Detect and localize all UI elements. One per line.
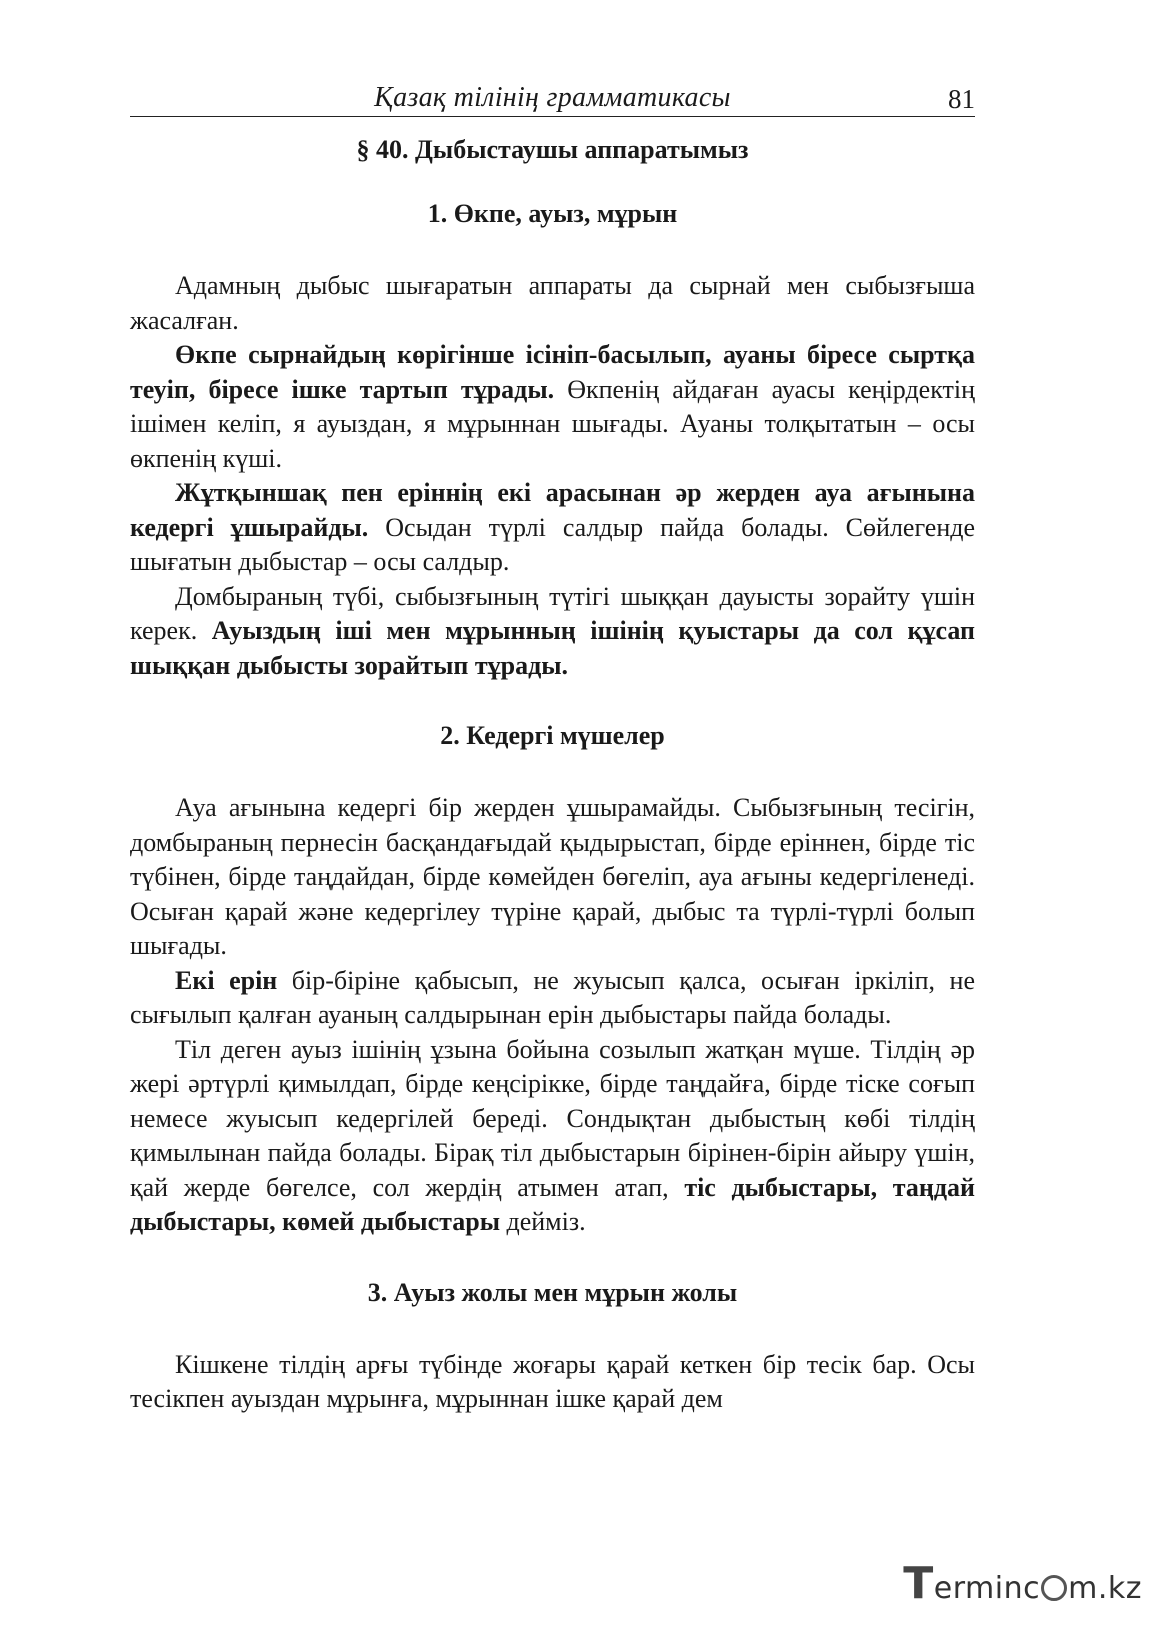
paragraph: [130, 791, 975, 964]
watermark-text-part1: erminc: [933, 1571, 1041, 1606]
subsection-2-title: 2. Кедергі мүшелер: [440, 721, 665, 750]
running-title: Қазақ тілінің грамматикасы: [374, 82, 731, 113]
site-watermark: [903, 1558, 1142, 1609]
paragraph-text: Адамның дыбыс шығаратын аппараты да сырнай мен сыбызғыша жасалған.: [130, 271, 975, 335]
paragraph: [130, 338, 975, 476]
paragraph: [130, 269, 975, 338]
bold-text: тіс дыбыстары, таңдай дыбыстары, көмей дыбыстары: [130, 1172, 975, 1236]
bold-text: Жұтқыншақ пен еріннің екі арасынан әр жерден ауа ағынына кедергі ұшырайды.: [130, 478, 975, 542]
paragraph: [130, 1033, 975, 1240]
bold-text: Ауыздың іші мен мұрынның ішінің қуыстары да сол құсап шыққан дыбысты зорайтып тұрады.: [130, 616, 975, 680]
paragraph: [130, 964, 975, 1033]
watermark-first-letter: T: [903, 1558, 934, 1609]
paragraph-text: Осыдан түрлі салдыр пайда болады. Сөйлегенде шығатын дыбыстар – осы салдыр.: [130, 512, 975, 576]
paragraph-text: дейміз.: [500, 1207, 586, 1236]
paragraph: [130, 476, 975, 580]
paragraph: [130, 1348, 975, 1417]
document-page: [130, 80, 975, 1417]
watermark-text-part2: m.kz: [1068, 1571, 1142, 1606]
paragraph-text: Өкпенің айдаған ауасы кеңірдектің ішімен келіп, я ауыздан, я мұрыннан шығады. Ауаны толқытатын – осы өкпенің күші.: [130, 374, 976, 473]
bold-text: Өкпе сырнайдың көрігінше ісініп-басылып, ауаны біресе сыртқа теуіп, біресе ішке тартып тұрады.: [130, 340, 975, 404]
paragraph-text: Домбыраның түбі, сыбызғының түтігі шыққан дауысты зорайту үшін керек.: [130, 581, 975, 645]
subsection-1-title: 1. Өкпе, ауыз, мұрын: [427, 199, 678, 228]
paragraph-text: Ауа ағынына кедергі бір жерден ұшырамайды. Сыбызғының тесігін, домбыраның пернесін басқандағыдай қыдырыстап, бірде еріннен, бірде тіс түбінен, бірде таңдайдан, бірде көмейден бөгеліп, ауа ағыны кедергіленеді. Осыған қарай және кедергілеу түріне қарай, дыбыс та түрлі-түрлі болып шығады.: [130, 793, 975, 960]
paragraph-text: Кішкене тілдің арғы түбінде жоғары қарай кеткен бір тесік бар. Осы тесікпен ауыздан мұрынға, мұрыннан ішке қарай дем: [130, 1349, 975, 1413]
magnifier-icon: [1041, 1575, 1067, 1601]
paragraph: [130, 580, 975, 684]
bold-text: Екі ерін: [175, 965, 278, 995]
paragraph-text: бір-біріне қабысып, не жуысып қалса, осыған іркіліп, не сығылып қалған ауаның салдырынан ерін дыбыстары пайда болады.: [130, 965, 975, 1029]
paragraph-text: Тіл деген ауыз ішінің ұзына бойына созылып жатқан мүше. Тілдің әр жері әртүрлі қимылдап, бірде кеңсірікке, бірде таңдайға, бірде тіске соғып немесе жуысып кедергілей береді. Сондықтан дыбыстың көбі тілдің қимылынан пайда болады. Бірақ тіл дыбыстарын бірінен-бірін айыру үшін, қай жерде бөгелсе, сол жердің атымен атап,: [130, 1034, 975, 1202]
running-header: [130, 80, 975, 117]
page-number: 81: [948, 84, 975, 114]
subsection-3-title: 3. Ауыз жолы мен мұрын жолы: [367, 1277, 738, 1307]
section-title: § 40. Дыбыстаушы аппаратымыз: [356, 135, 749, 164]
